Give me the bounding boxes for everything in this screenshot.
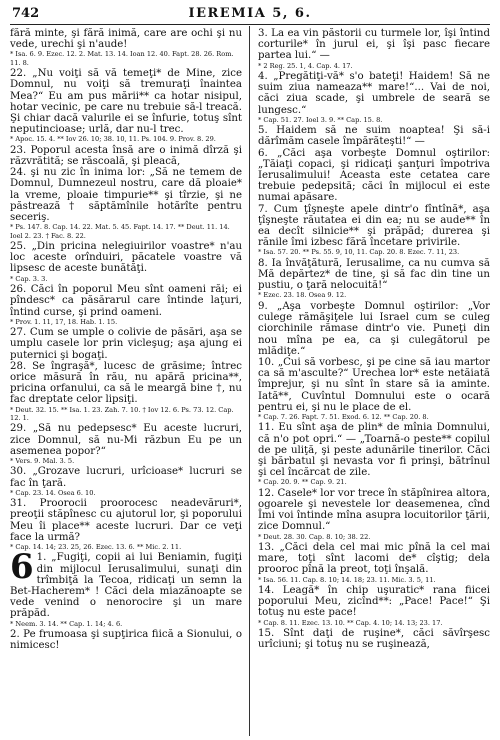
cross-reference: * Cap. 7. 26. Fapt. 7. 51. Exod. 6. 12. ** Cap. 20. 8. — [258, 412, 429, 421]
verse: 4. „Pregătiţi-vă* s'o bateţi! Haidem! Să ne suim ziua nameaza** mare!“... Vai de noi, căci ziua scade, şi umbrele de seară se lungesc.“ — [258, 71, 490, 116]
cross-reference: * Apoc. 15. 4. ** Iov 26. 10; 38. 10, 11. Ps. 104. 9. Prov. 8. 29. — [10, 135, 216, 144]
verse: 26. Căci în poporul Meu sînt oameni răi; ei pîndesc* ca păsărarul care întinde laţuri, întind curse, şi prind oameni. — [10, 284, 242, 318]
cross-reference: * Neem. 3. 14. ** Cap. 1. 14; 4. 6. — [10, 619, 123, 628]
verse: 11. Eu sînt aşa de plin* de mînia Domnului, că n'o pot opri.“ — „Toarnă-o peste** copilul de pe uliţă, şi peste adunările tinerilor. Căci şi bărbatul şi nevasta vor fi prinşi, bătrînul şi cel încărcat de zile. — [258, 422, 490, 479]
verse: 2. Pe frumoasa şi supţirica fiică a Sionului, o nimicesc! — [10, 629, 242, 652]
cross-reference: * Ezec. 23. 18. Osea 9. 12. — [258, 291, 347, 300]
header-rule — [10, 24, 490, 25]
cross-reference: * Cap. 3. 3. — [10, 274, 48, 283]
verse: 13. „Căci dela cel mai mic pînă la cel mai mare, toţi sînt lacomi de* cîştig; dela prooroc pînă la preot, toţi înşală. — [258, 541, 490, 576]
verse: 24. şi nu zic în inima lor: „Să ne temem de Domnul, Dumnezeul nostru, care dă ploaie* la vreme, ploaie timpurie** şi tîrzie, şi ne păstrează † săptămînile hotărîte pentru seceriş. — [10, 167, 242, 224]
cross-reference: * Ps. 147. 8. Cap. 14. 22. Mat. 5. 45. Fapt. 14. 17. ** Deut. 11. 14. Ioel 2. 23. † Fac. 8. 22. — [10, 223, 230, 240]
verse: 14. Leagă* în chip uşuratic* rana fiicei poporului Meu, zicînd**: „Pace! Pace!“ Şi totuş nu este pace! — [258, 584, 490, 619]
chapter-start — [10, 547, 242, 620]
verse: 23. Poporul acesta însă are o inimă dîrză şi răzvrătită; se răscoală, şi pleacă, — [10, 144, 242, 168]
verse: 8. Ia învăţătură, Ierusalime, ca nu cumva să Mă depărtez* de tine, şi să fac din tine un pustiu, o ţară nelocuită!“ — [258, 257, 490, 292]
verse: 31. Proorocii proorocesc neadevăruri*, preoţii stăpînesc cu ajutorul lor, şi poporului Meu îi place** aceste lucruri. Dar ce veţi face la urmă? — [10, 498, 242, 543]
cross-reference: * Cap. 14. 14; 23. 25, 26. Ezec. 13. 6. ** Mic. 2. 11. — [10, 542, 182, 551]
cross-reference: * Isa. 56. 11. Cap. 8. 10; 14. 18; 23. 11. Mic. 3. 5, 11. — [258, 575, 436, 584]
verse: 6. „Căci aşa vorbeşte Domnul oştirilor: „Tăiaţi copaci, şi ridicaţi şanţuri împotriva Ierusalimului! Aceasta este cetatea care trebuie pedepsită; căci în mijlocul ei este numai apăsare. — [258, 147, 490, 204]
verse: 28. Se îngraşă*, lucesc de grăsime; întrec orice măsură în rău, nu apără pricina**, pricina orfanului, ca să le meargă bine †, nu fac dreptate celor lipsiţi. — [10, 360, 242, 406]
column-divider — [249, 26, 250, 736]
cross-reference: * Prov. 1. 11, 17, 18. Hab. 1. 15. — [10, 317, 118, 326]
cross-reference: * Deut. 32. 15. ** Isa. 1. 23. Zah. 7. 10. † Iov 12. 6. Ps. 73. 12. Cap. 12. 1. — [10, 405, 234, 422]
running-title: IEREMIA 5, 6. — [188, 6, 312, 21]
verse: 27. Cum se umple o colivie de păsări, aşa se umplu casele lor prin vicleşug; aşa ajung ei puternici şi bogaţi. — [10, 327, 242, 361]
verse-text: 1. „Fugiţi, copii ai lui Beniamin, fugiţi din mijlocul Ierusalimului, sunaţi din trîmbiţă la Tecoa, ridicaţi un semn la Bet-Hacherem* ! Căci dela miazănoapte se vede venind o nenorocire şi un mare prăpăd. — [10, 552, 242, 620]
cross-reference: * Cap. 20. 9. ** Cap. 9. 21. — [258, 478, 347, 487]
verse: 12. Casele* lor vor trece în stăpînirea altora, ogoarele şi nevestele lor deasemenea, cînd Îmi voi întinde mîna asupra locuitorilor ţării, zice Domnul.“ — [258, 487, 490, 533]
cross-reference: * Cap. 23. 14. Osea 6. 10. — [10, 488, 96, 497]
cross-reference: * 2 Reg. 25. 1, 4. Cap. 4. 17. — [258, 61, 353, 70]
cross-reference: * Vers. 9. Mal. 3. 5. — [10, 456, 75, 465]
cross-reference: * Isa. 6. 9. Ezec. 12. 2. Mat. 13. 14. Ioan 12. 40. Fapt. 28. 26. Rom. 11. 8. — [10, 50, 234, 67]
cross-reference: * Isa. 57. 20. ** Ps. 55. 9, 10, 11. Cap. 20. 8. Ezec. 7. 11, 23. — [258, 248, 460, 257]
right-column — [258, 28, 490, 650]
verse: 22. „Nu voiţi să vă temeţi* de Mine, zice Domnul, nu voiţi să tremuraţi înaintea Mea?“ Eu am pus mării** ca hotar nisipul, hotar vecinic, pe care nu trebuie să-l treacă. Şi chiar dacă valurile ei se înfurie, totuş sînt neputincioase; urlă, dar nu-l trec. — [10, 68, 242, 136]
verse: 25. „Din pricina nelegiuirilor voastre* n'au loc aceste orînduiri, păcatele voastre vă lipsesc de aceste bunătăţi. — [10, 241, 242, 275]
cross-reference: * Deut. 28. 30. Cap. 8. 10; 38. 22. — [258, 532, 371, 541]
verse: 15. Sînt daţi de ruşine*, căci săvîrşesc urîciuni; şi totuş nu se ruşinează, — [258, 628, 490, 651]
cross-reference: * Cap. 8. 11. Ezec. 13. 10. ** Cap. 4. 10; 14. 13; 23. 17. — [258, 618, 443, 627]
verse: 30. „Grozave lucruri, urîcioase* lucruri se fac în ţară. — [10, 466, 242, 489]
verse: 29. „Să nu pedepsesc* Eu aceste lucruri, zice Domnul, să nu-Mi răzbun Eu pe un asemenea popor?“ — [10, 423, 242, 457]
verse: 3. La ea vin păstorii cu turmele lor, îşi întind corturile* în jurul ei, şi îşi pasc fiecare partea lui.“ — — [258, 28, 490, 62]
verse: 9. „Aşa vorbeşte Domnul oştirilor: „Vor culege rămăşiţele lui Israel cum se culeg ciorchinile rămase dintr'o vie. Puneţi din nou mîna pe ea, ca şi culegătorul pe mlădiţe.“ — [258, 300, 490, 357]
page-number: 742 — [12, 6, 40, 21]
cross-reference: * Cap. 51. 27. Ioel 3. 9. ** Cap. 15. 8. — [258, 115, 383, 124]
page-header — [10, 6, 490, 24]
verse: 7. Cum ţîşneşte apele dintr'o fîntînă*, aşa ţîşneşte răutatea ei din ea; nu se aude** în ea decît silnicie** şi prăpăd; durerea şi rănile îmi izbesc fără încetare privirile. — [258, 203, 490, 249]
verse: 5. Haidem să ne suim noaptea! Şi să-i dărîmăm casele împărăteşti!“ — — [258, 125, 490, 148]
chapter-number: 6 — [10, 547, 34, 588]
left-column — [10, 28, 242, 651]
verse: 10. „Cui să vorbesc, şi pe cine să iau martor ca să m'asculte?“ Urechea lor* este netăiată împrejur, şi nu sînt în stare să ia aminte. Iată**, Cuvîntul Domnului este o ocară pentru ei, şi nu le place de el. — [258, 356, 490, 413]
verse: fără minte, şi fără inimă, care are ochi şi nu vede, urechi şi n'aude! — [10, 28, 242, 51]
